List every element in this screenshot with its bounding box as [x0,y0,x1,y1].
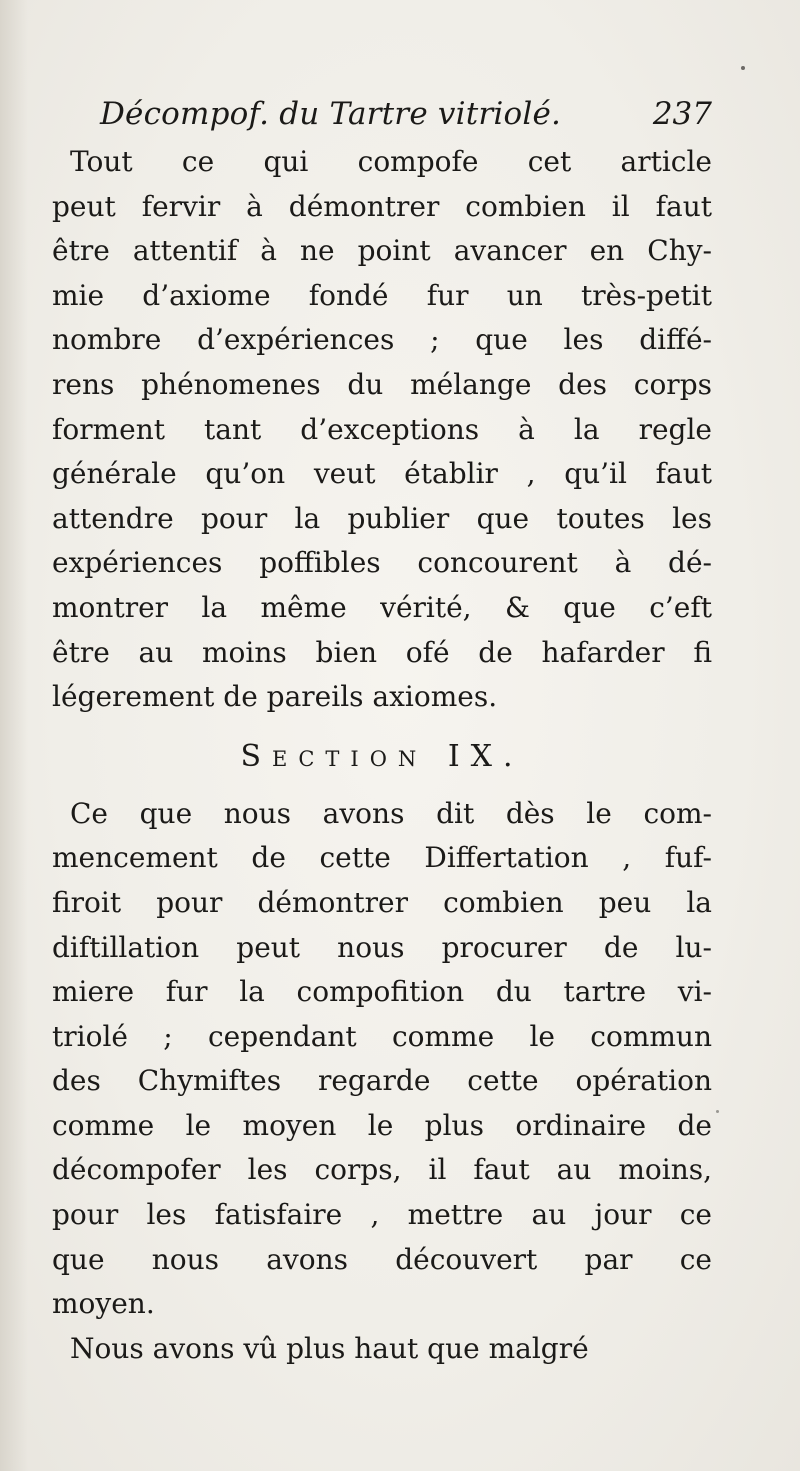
text-line: être attentif à ne point avancer en Chy- [52,234,712,268]
text-line: rens phénomenes du mélange des corps [52,367,712,401]
text-line: comme le moyen le plus ordinaire de [52,1108,712,1142]
running-title: Décompof. du Tartre vitriolé. [100,96,562,132]
paper-speck [716,1110,719,1113]
text-line: Nous avons vû plus haut que malgré [70,1331,589,1365]
text-line: moyen. [52,1287,155,1321]
text-line: que nous avons découvert par ce [52,1242,712,1276]
text-line: attendre pour la publier que toutes les [52,501,712,535]
text-line: pour les fatisfaire , mettre au jour ce [52,1198,712,1232]
text-line: firoit pour démontrer combien peu la [52,885,712,919]
paper-speck [741,66,745,70]
text-line: être au moins bien ofé de hafarder fi [52,635,712,669]
gutter-shadow [0,0,28,1471]
section-heading [52,726,712,788]
text-line: mie d’axiome fondé fur un très-petit [52,278,712,312]
text-line: mencement de cette Differtation , fuf- [52,841,712,875]
text-line: montrer la même vérité, & que c’eft [52,590,712,624]
text-line: Ce que nous avons dit dès le com- [70,796,712,830]
text-line: diftillation peut nous procurer de lu- [52,930,712,964]
section-heading-text: Section IX. [240,738,524,774]
text-line: décompofer les corps, il faut au moins, [52,1153,712,1187]
page-header [100,92,720,140]
page-number: 237 [652,96,712,132]
text-line: nombre d’expériences ; que les diffé- [52,323,712,357]
text-line: légerement de pareils axiomes. [52,680,498,714]
text-line: forment tant d’exceptions à la regle [52,412,712,446]
body-text [52,140,712,1371]
text-line: des Chymiftes regarde cette opération [52,1064,712,1098]
text-line: générale qu’on veut établir , qu’il faut [52,457,712,491]
text-line: expériences poffibles concourent à dé- [52,546,712,580]
text-line: miere fur la compofition du tartre vi- [52,975,712,1009]
text-line: Tout ce qui compofe cet article [70,145,712,178]
text-line: peut fervir à démontrer combien il faut [52,189,712,223]
text-line: triolé ; cependant comme le commun [52,1019,712,1053]
